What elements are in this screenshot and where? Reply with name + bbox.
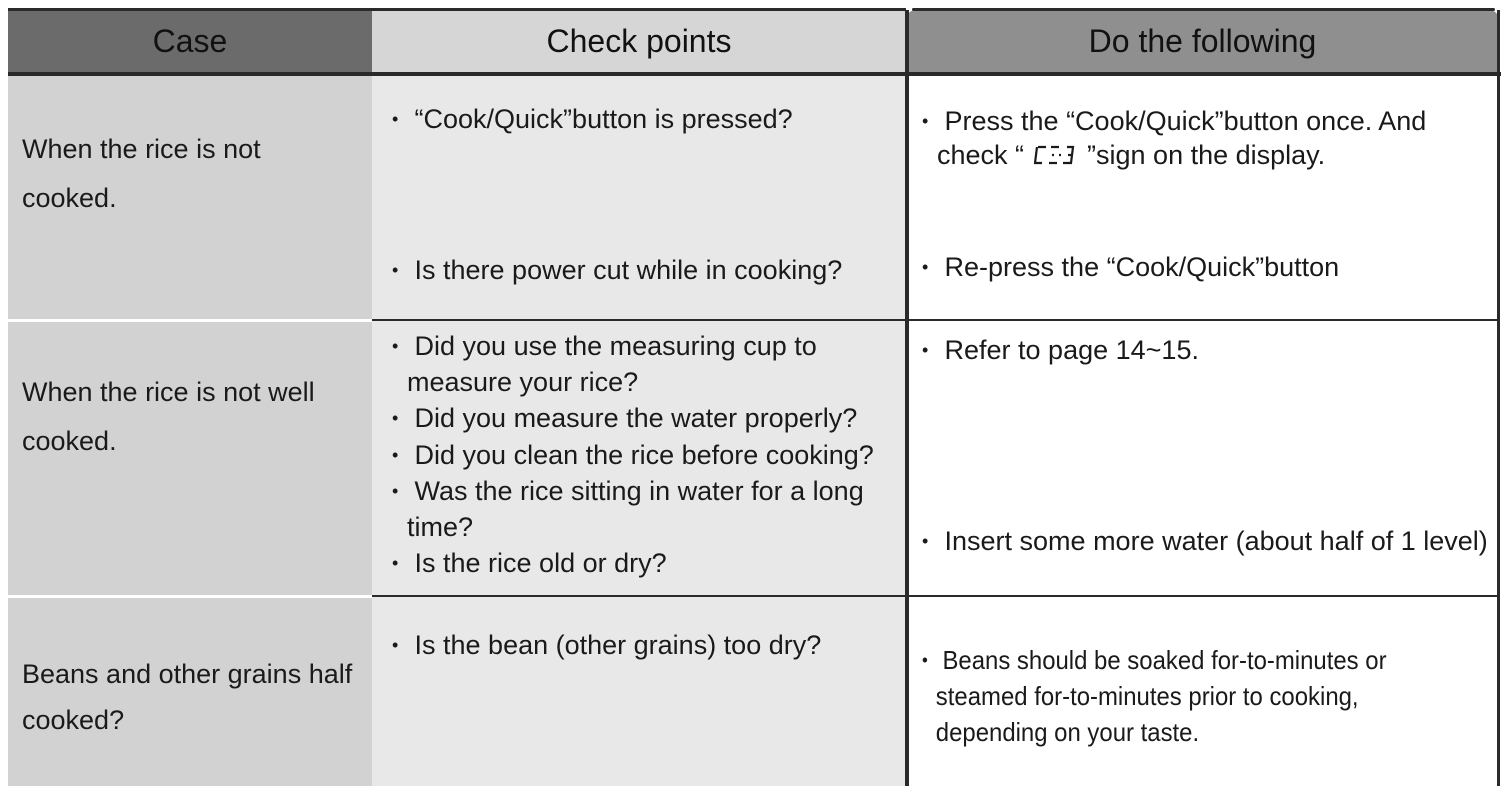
row3-case [22,651,352,743]
row2-action-1-text: Refer to page 14~15. [944,335,1199,365]
row2-check-1-line1: Did you use the measuring cup to [414,331,817,361]
row1-action-1-line2-end: ”sign on the display. [1079,140,1326,170]
case-row-divider-1 [8,319,372,322]
row3-check-1 [392,627,821,663]
row3-action-1-line2: steamed for-to-minutes prior to cooking, [935,681,1359,711]
header-check-points-label: Check points [546,23,732,59]
top-border [8,8,906,11]
row2-check-2 [392,400,857,436]
row2-case [22,368,315,466]
row2-case-line2: cooked. [22,426,117,456]
row2-action-2 [922,523,1488,559]
row2-check-5-text: Is the rice old or dry? [414,548,667,578]
row1-check-2 [392,252,842,288]
header-divider [8,72,1501,76]
row2-check-4-line1: Was the rice sitting in water for a long [414,476,864,506]
row2-check-3-text: Did you clean the rice before cooking? [414,440,874,470]
cooking-display-sign-icon [1032,144,1080,166]
case-row-divider-2 [8,595,372,598]
row1-action-1-line2 [937,138,1426,172]
row2-check-3 [392,437,874,473]
row1-case-line1: When the rice is not [22,134,261,164]
row3-action-1-line1: Beans should be soaked for-to-minutes or [942,645,1387,675]
row2-check-5 [392,545,667,581]
header-case-label: Case [152,23,228,59]
row2-check-1 [392,328,817,400]
row-divider-1 [372,319,1499,321]
row1-action-2 [922,249,1339,285]
row3-action-1 [922,642,1387,750]
header-case [8,10,372,73]
row1-action-1-line1: Press the “Cook/Quick”button once. And [944,106,1427,136]
row3-case-line1: Beans and other grains half [22,659,353,689]
row2-action-2-text: Insert some more water (about half of 1 level) [944,526,1488,556]
row1-case-line2: cooked. [22,183,117,213]
row1-check-1-text: “Cook/Quick”button is pressed? [414,104,793,134]
row-divider-2 [372,595,1499,597]
header-check-points [372,10,906,73]
row3-case-line2: cooked? [22,705,125,735]
row1-case [22,125,261,223]
header-do-following [906,10,1499,73]
row2-check-4-line2: time? [407,512,474,542]
row2-action-1 [922,332,1199,368]
header-do-following-label: Do the following [1088,23,1317,59]
row2-check-2-text: Did you measure the water properly? [414,403,858,433]
row1-check-2-text: Is there power cut while in cooking? [414,255,843,285]
row3-check-1-text: Is the bean (other grains) too dry? [414,630,822,660]
row1-action-2-text: Re-press the “Cook/Quick”button [944,252,1340,282]
row2-check-4 [392,473,864,545]
do-column-top-border [912,8,1495,11]
do-column-right-border [1497,10,1500,786]
row2-case-line1: When the rice is not well [22,377,315,407]
do-column-left-border [905,10,909,786]
row1-action-1-line2-start: check “ [937,140,1032,170]
row1-check-1 [392,101,793,137]
row1-action-1 [922,104,1426,172]
row2-check-1-line2: measure your rice? [407,367,639,397]
row3-action-1-line3: depending on your taste. [935,717,1200,747]
